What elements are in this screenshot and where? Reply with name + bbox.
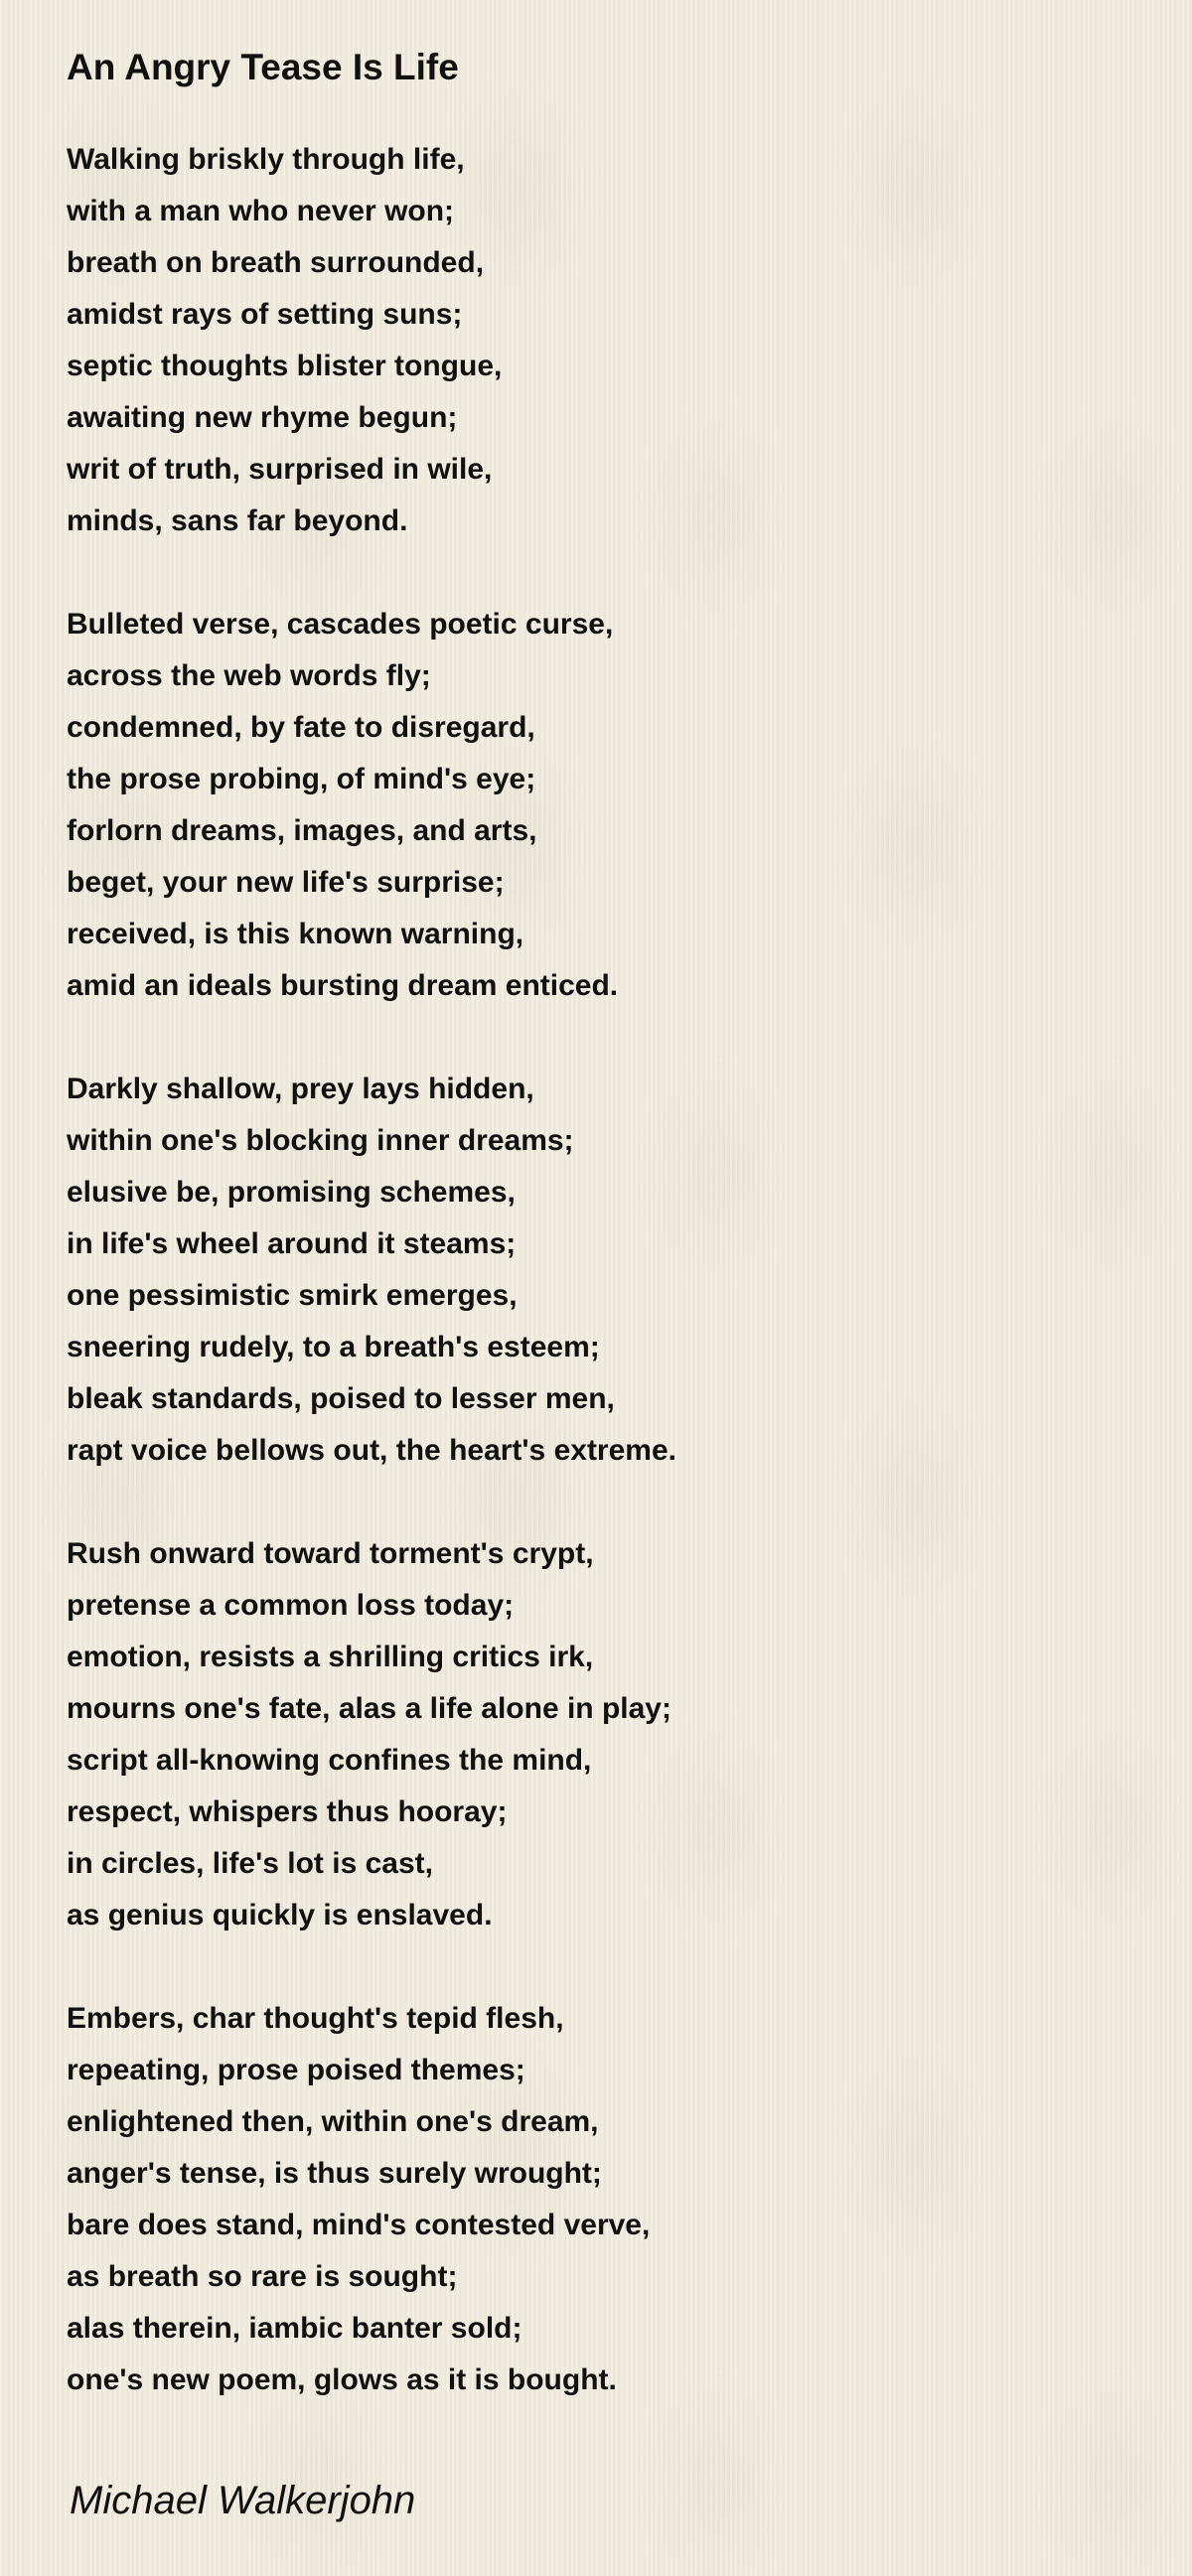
poem-line: amidst rays of setting suns; — [67, 298, 463, 331]
poem-author: Michael Walkerjohn — [70, 2479, 416, 2522]
poem-line: septic thoughts blister tongue, — [67, 350, 503, 382]
poem-line: one pessimistic smirk emerges, — [67, 1279, 518, 1312]
poem-line: minds, sans far beyond. — [67, 504, 408, 537]
poem-line: Bulleted verse, cascades poetic curse, — [67, 608, 614, 641]
poem-line: amid an ideals bursting dream enticed. — [67, 969, 619, 1002]
poem-line: alas therein, iambic banter sold; — [67, 2312, 522, 2345]
poem-line: repeating, prose poised themes; — [67, 2054, 525, 2086]
poem-line: elusive be, promising schemes, — [67, 1176, 516, 1209]
poem-line: with a man who never won; — [67, 195, 455, 227]
stanza-5 — [67, 1993, 1060, 2406]
poem-line: anger's tense, is thus surely wrought; — [67, 2157, 602, 2190]
poem-line: emotion, resists a shrilling critics irk, — [67, 1641, 594, 1673]
poem-line: across the web words fly; — [67, 659, 431, 692]
poem-line: Darkly shallow, prey lays hidden, — [67, 1073, 534, 1105]
poem-line: sneering rudely, to a breath's esteem; — [67, 1331, 600, 1363]
poem-body — [67, 134, 1060, 2406]
poem-line: as genius quickly is enslaved. — [67, 1899, 493, 1932]
poem-line: mourns one's fate, alas a life alone in play; — [67, 1692, 671, 1725]
poem-line: the prose probing, of mind's eye; — [67, 763, 536, 795]
poem-line: writ of truth, surprised in wile, — [67, 453, 493, 486]
poem-line: bare does stand, mind's contested verve, — [67, 2209, 651, 2241]
poem-line: awaiting new rhyme begun; — [67, 401, 458, 434]
poem-line: enlightened then, within one's dream, — [67, 2105, 599, 2138]
poem-line: respect, whispers thus hooray; — [67, 1795, 508, 1828]
poem-line: pretense a common loss today; — [67, 1589, 515, 1622]
poem-line: received, is this known warning, — [67, 918, 524, 950]
poem-line: Rush onward toward torment's crypt, — [67, 1537, 594, 1570]
stanza-2 — [67, 599, 1060, 1012]
poem-line: one's new poem, glows as it is bought. — [67, 2363, 617, 2396]
poem-content — [67, 46, 1060, 2458]
poem-line: condemned, by fate to disregard, — [67, 711, 535, 744]
poem-line: in life's wheel around it steams; — [67, 1227, 517, 1260]
poem-line: as breath so rare is sought; — [67, 2260, 458, 2293]
poem-line: bleak standards, poised to lesser men, — [67, 1382, 615, 1415]
poem-line: rapt voice bellows out, the heart's extreme. — [67, 1434, 676, 1467]
poem-line: Walking briskly through life, — [67, 143, 465, 176]
poem-line: breath on breath surrounded, — [67, 246, 485, 279]
poem-line: in circles, life's lot is cast, — [67, 1847, 433, 1880]
stanza-4 — [67, 1528, 1060, 1941]
poem-line: forlorn dreams, images, and arts, — [67, 814, 537, 847]
poem-line: Embers, char thought's tepid flesh, — [67, 2002, 564, 2035]
poem-title: An Angry Tease Is Life — [67, 47, 459, 87]
poem-line: beget, your new life's surprise; — [67, 866, 505, 899]
poem-line: within one's blocking inner dreams; — [67, 1124, 574, 1157]
stanza-1 — [67, 134, 1060, 547]
poem-line: script all-knowing confines the mind, — [67, 1744, 592, 1777]
stanza-3 — [67, 1064, 1060, 1477]
